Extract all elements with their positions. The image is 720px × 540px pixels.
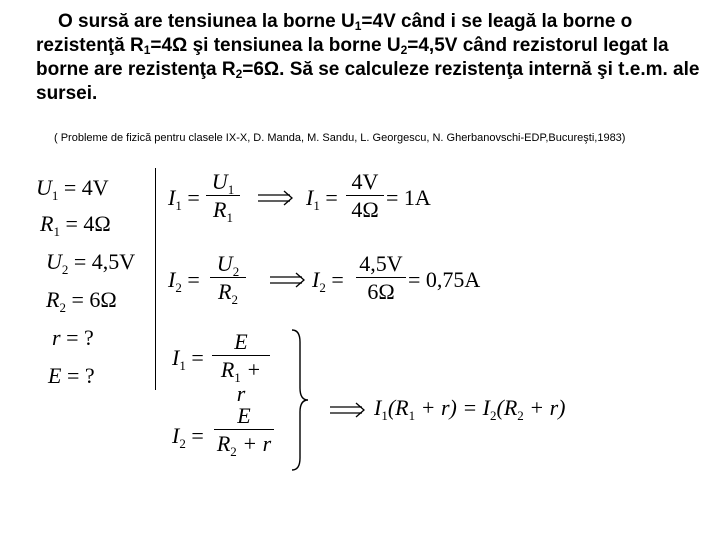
given-u1: $U_1 = 4V$ bbox=[36, 175, 109, 203]
eq1-lhs: $I_1$ = bbox=[168, 185, 200, 213]
eq4-fraction: E $R_2 + r$ bbox=[214, 404, 274, 456]
eq4-lhs: $I_2$ = bbox=[172, 423, 204, 451]
res1-fraction: 4V 4Ω bbox=[346, 170, 384, 222]
res2-lhs: $I_2$ = bbox=[312, 267, 344, 295]
res1-lhs: $I_1$ = bbox=[306, 185, 338, 213]
implies-arrow-1 bbox=[258, 190, 294, 206]
given-u2: $U_2 = 4,5V$ bbox=[46, 249, 136, 277]
separator-line bbox=[155, 168, 156, 390]
res2-result: = 0,75A bbox=[408, 267, 481, 292]
final-equation: $I_1(R_1 + r) = I_2(R_2 + r)$ bbox=[374, 395, 566, 423]
given-r2: $R_2 = 6\Omega$ bbox=[46, 287, 117, 315]
right-brace bbox=[288, 328, 312, 472]
problem-statement: O sursă are tensiunea la borne $U_1=4V$ când i se leagă la borne o rezistenţă $R_1=4\Omega$ şi tensiunea la borne $U_2=4,5V$ când rezistorul legat la borne are rezistenţa $R_2=6\Omega$. Să se calculeze rezistenţa internă şi t.e.m. ale sursei. bbox=[36, 11, 700, 104]
eq1-fraction: $U_1$ $R_1$ bbox=[206, 170, 240, 222]
implies-arrow-2 bbox=[270, 272, 306, 288]
res1-result: = 1A bbox=[386, 185, 431, 210]
implies-arrow-3 bbox=[330, 402, 366, 418]
given-e: E = ? bbox=[48, 363, 95, 388]
source-citation: ( Probleme de fizică pentru clasele IX-X, D. Manda, M. Sandu, L. Georgescu, N. Gherbanovschi-EDP,Bucureşti,1983) bbox=[54, 132, 626, 144]
res2-fraction: 4,5V 6Ω bbox=[356, 252, 406, 304]
eq3-fraction: E $R_1 + r$ bbox=[212, 330, 270, 406]
eq3-lhs: $I_1$ = bbox=[172, 345, 204, 373]
given-r: r = ? bbox=[52, 325, 94, 350]
given-r1: $R_1 = 4\Omega$ bbox=[40, 211, 111, 239]
eq2-lhs: $I_2$ = bbox=[168, 267, 200, 295]
eq2-fraction: $U_2$ $R_2$ bbox=[210, 252, 246, 304]
